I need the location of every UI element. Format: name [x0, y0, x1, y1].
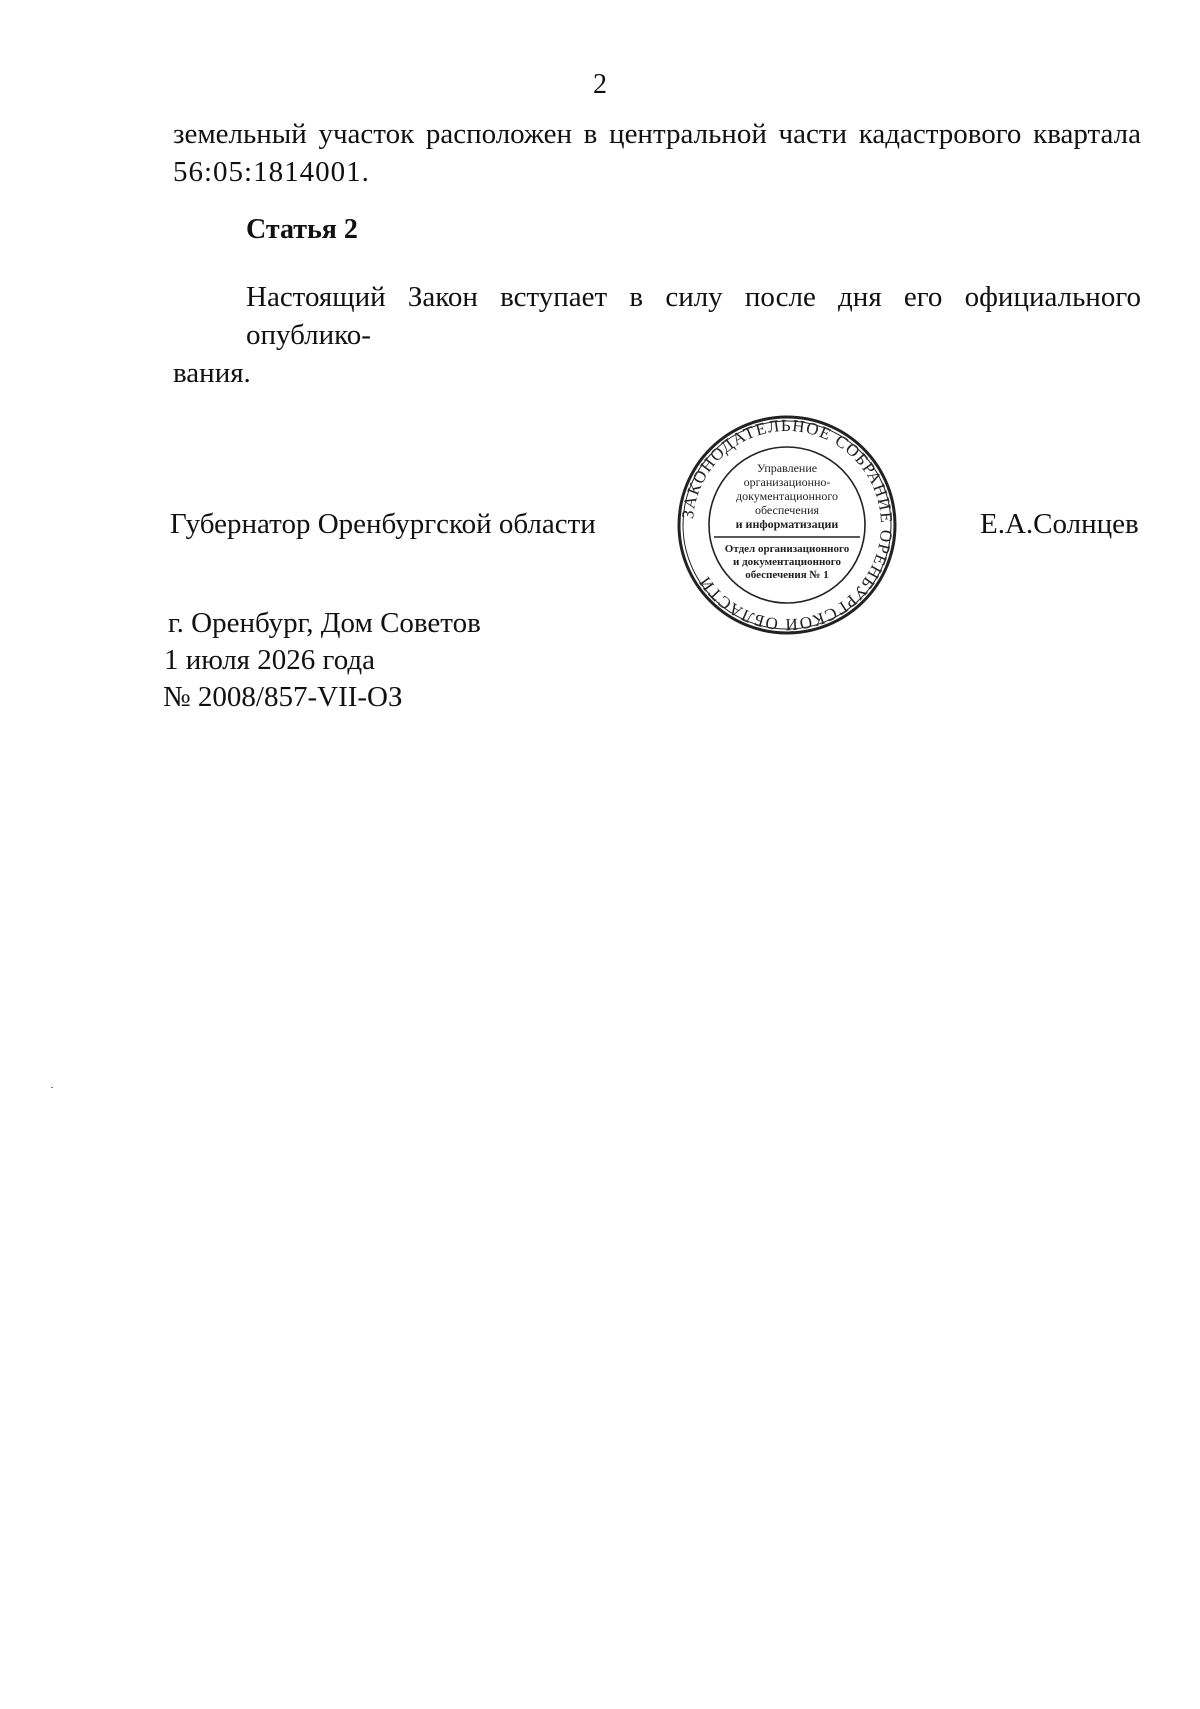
official-seal [676, 414, 898, 636]
svg-text:обеспечения № 1: обеспечения № 1 [745, 569, 829, 581]
svg-text:документационного: документационного [736, 489, 838, 503]
svg-text:и информатизации: и информатизации [735, 517, 839, 531]
seal-outer-text: ЗАКОНОДАТЕЛЬНОЕ СОБРАНИЕ ОРЕНБУРГСКОЙ ОБЛАСТИ [678, 415, 897, 635]
signatory-title: Губернатор Оренбургской области [170, 508, 596, 540]
cadastral-number: 56:05:1814001. [173, 156, 370, 188]
signatory-name: Е.А.Солнцев [980, 508, 1139, 540]
svg-text:обеспечения: обеспечения [754, 503, 820, 517]
signing-details [163, 605, 481, 716]
law-number: № 2008/857-VII-ОЗ [163, 681, 403, 713]
svg-text:организационно-: организационно- [743, 475, 831, 489]
signing-place: г. Оренбург, Дом Советов [168, 607, 481, 639]
seal-department-text [725, 543, 850, 581]
scan-speck [51, 1087, 53, 1088]
seal-inner-text [736, 461, 839, 531]
svg-text:Управление: Управление [756, 461, 818, 475]
article-text-line: Настоящий Закон вступает в силу после дня его официального опублико- [246, 281, 1141, 351]
svg-text:и документационного: и документационного [732, 556, 842, 568]
article-text-line: вания. [173, 357, 251, 389]
page-number: 2 [593, 69, 607, 100]
signing-date: 1 июля 2026 года [164, 644, 375, 676]
seal-stamp [676, 414, 898, 636]
article-body [173, 278, 1141, 392]
article-heading: Статья 2 [246, 214, 358, 245]
svg-text:Отдел организационного: Отдел организационного [724, 543, 850, 555]
continued-paragraph [173, 115, 1141, 191]
paragraph-line: земельный участок расположен в центральной части кадастрового квартала [173, 118, 1141, 150]
